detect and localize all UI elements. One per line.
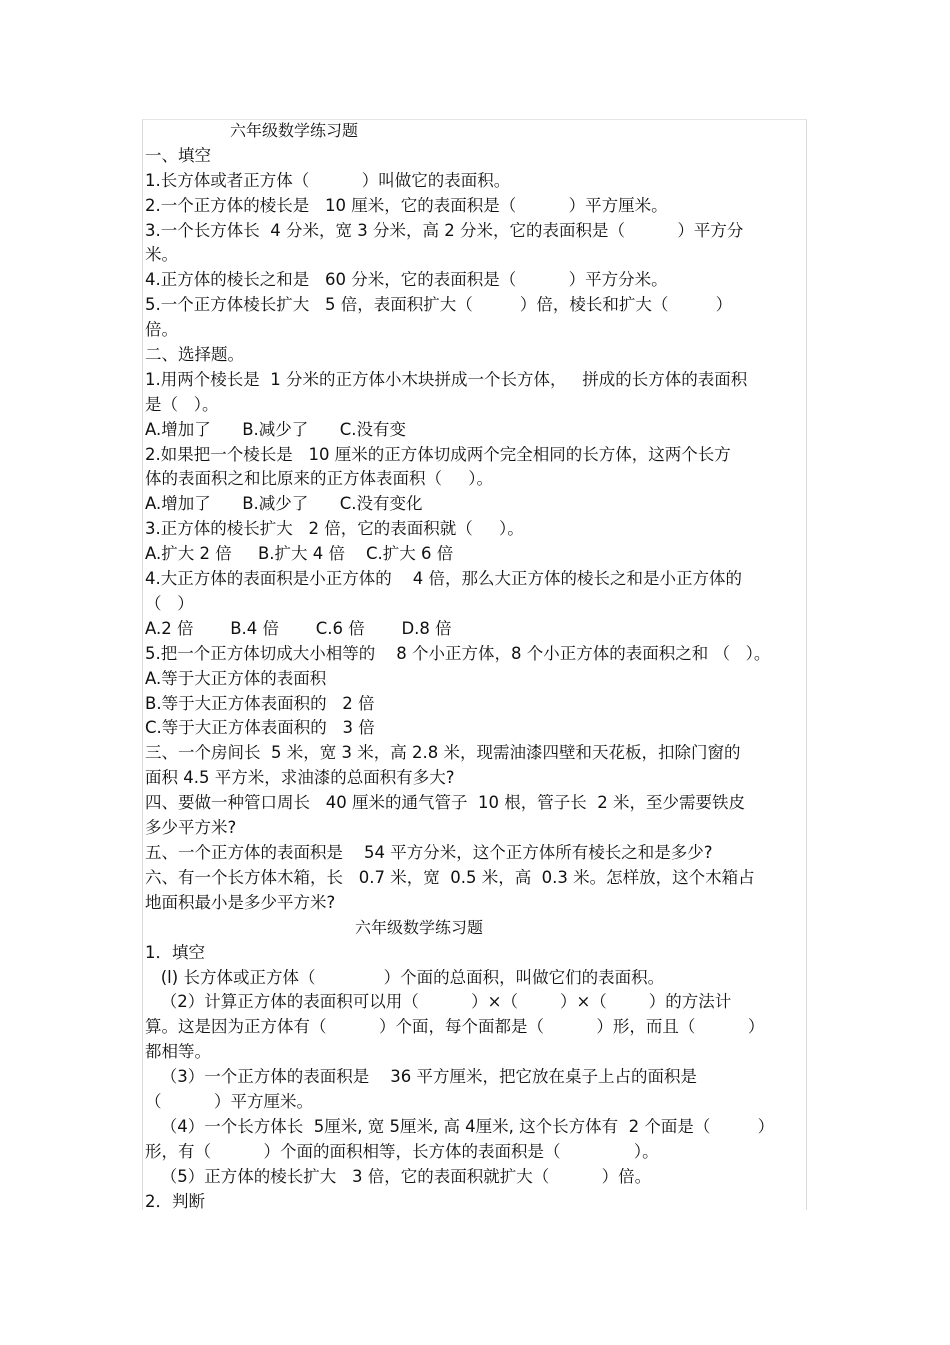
text-line: 五、一个正方体的表面积是 54 平方分米，这个正方体所有棱长之和是多少? (145, 843, 713, 862)
text-line: 2．判断 (145, 1192, 205, 1211)
page-title: 六年级数学练习题 (230, 121, 359, 140)
page-border-right (806, 120, 807, 1210)
text-line: 2.如果把一个棱长是 10 厘米的正方体切成两个完全相同的长方体，这两个长方 (145, 445, 731, 464)
text-line: B.等于大正方体表面积的 2 倍 (145, 694, 375, 713)
text-line: A.扩大 2 倍 B.扩大 4 倍 C.扩大 6 倍 (145, 544, 454, 563)
text-line: 是（ ）。 (145, 395, 219, 414)
text-line: 米。 (145, 245, 178, 264)
text-line: 都相等。 (145, 1042, 211, 1061)
page-border-left (142, 120, 143, 1210)
text-line: 六、有一个长方体木箱，长 0.7 米，宽 0.5 米，高 0.3 米。怎样放，这个木箱占 (145, 868, 755, 887)
page-title: 六年级数学练习题 (355, 918, 484, 937)
text-line: 四、要做一种管口周长 40 厘米的通气管子 10 根，管子长 2 米，至少需要铁皮 (145, 793, 745, 812)
text-line: 体的表面积之和比原来的正方体表面积（ ）。 (145, 469, 493, 488)
text-line: （5）正方体的棱长扩大 3 倍，它的表面积就扩大（ ）倍。 (145, 1167, 652, 1186)
text-line: （3）一个正方体的表面积是 36 平方厘米，把它放在桌子上占的面积是 (145, 1067, 697, 1086)
text-line: A.增加了 B.减少了 C.没有变化 (145, 494, 423, 513)
text-line: （ ） (145, 594, 194, 613)
text-line: 三、一个房间长 5 米，宽 3 米，高 2.8 米，现需油漆四壁和天花板，扣除门窗的 (145, 743, 741, 762)
text-line: 面积 4.5 平方米，求油漆的总面积有多大? (145, 768, 455, 787)
text-line: 倍。 (145, 320, 178, 339)
text-line: （ ）平方厘米。 (145, 1092, 313, 1111)
text-line: 形，有（ ）个面的面积相等，长方体的表面积是（ ）。 (145, 1142, 659, 1161)
text-line: 4.大正方体的表面积是小正方体的 4 倍，那么大正方体的棱长之和是小正方体的 (145, 569, 742, 588)
text-line: 4.正方体的棱长之和是 60 分米，它的表面积是（ ）平方分米。 (145, 270, 668, 289)
text-line: (l) 长方体或正方体（ ）个面的总面积，叫做它们的表面积。 (145, 968, 665, 987)
text-line: 5.一个正方体棱长扩大 5 倍，表面积扩大（ ）倍，棱长和扩大（ ） (145, 295, 733, 314)
text-line: A.等于大正方体的表面积 (145, 669, 327, 688)
text-line: 3.正方体的棱长扩大 2 倍，它的表面积就（ ）。 (145, 519, 524, 538)
text-line: C.等于大正方体表面积的 3 倍 (145, 718, 375, 737)
text-line: 2.一个正方体的棱长是 10 厘米，它的表面积是（ ）平方厘米。 (145, 196, 668, 215)
text-line: （2）计算正方体的表面积可以用（ ）×（ ）×（ ）的方法计 (145, 992, 732, 1011)
text-line: A.增加了 B.减少了 C.没有变 (145, 420, 407, 439)
text-line: 3.一个长方体长 4 分米，宽 3 分米，高 2 分米，它的表面积是（ ）平方分 (145, 221, 744, 240)
text-line: 1.长方体或者正方体（ ）叫做它的表面积。 (145, 171, 511, 190)
text-line: 地面积最小是多少平方米? (145, 893, 336, 912)
text-line: 1．填空 (145, 943, 205, 962)
text-line: 一、填空 (145, 146, 211, 165)
text-line: 算。这是因为正方体有（ ）个面，每个面都是（ ）形，而且（ ） (145, 1017, 765, 1036)
text-line: （4）一个长方体长 5厘米, 宽 5厘米, 高 4厘米, 这个长方体有 2 个面是（ ） (145, 1117, 775, 1136)
text-line: 5.把一个正方体切成大小相等的 8 个小正方体，8 个小正方体的表面积之和 （ ）。 (145, 644, 771, 663)
text-line: 二、选择题。 (145, 345, 244, 364)
text-line: 1.用两个棱长是 1 分米的正方体小木块拼成一个长方体， 拼成的长方体的表面积 (145, 370, 748, 389)
text-line: 多少平方米? (145, 818, 237, 837)
text-line: A.2 倍 B.4 倍 C.6 倍 D.8 倍 (145, 619, 452, 638)
